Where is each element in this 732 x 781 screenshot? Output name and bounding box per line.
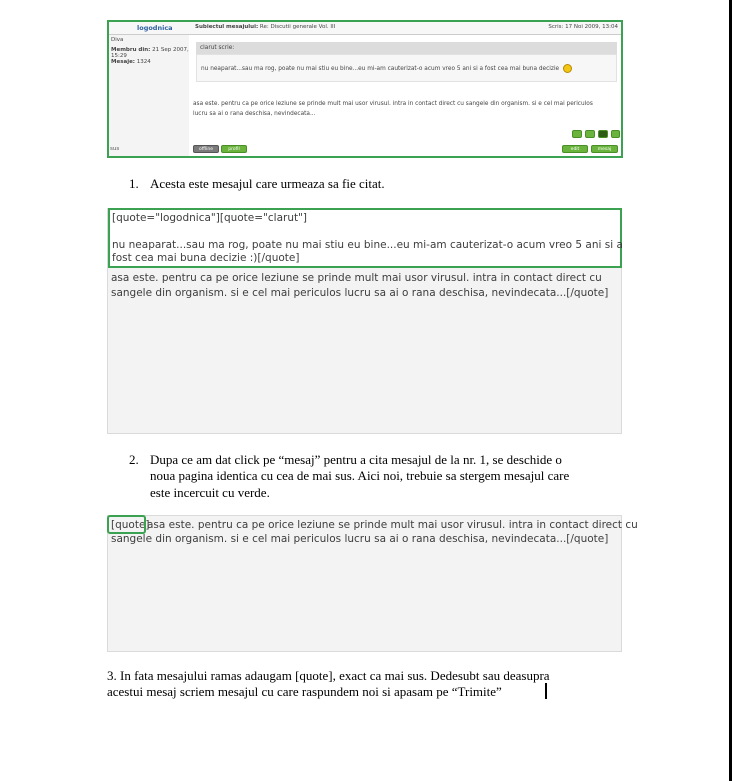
post-subject: [195, 24, 335, 30]
post-text-line: lucru sa ai o rana deschisa, nevindecata...: [193, 111, 316, 117]
quote-tag-highlight: [107, 515, 146, 534]
post-header-bar: [109, 22, 621, 35]
step-2-line-2: noua pagina identica cu cea de mai sus. Aici noi, trebuie sa stergem mesajul care: [150, 468, 570, 483]
up-arrow-icon[interactable]: [611, 130, 620, 138]
step-2-number: 2.: [129, 452, 139, 467]
subject-label: Subiectul mesajului:: [195, 24, 259, 30]
reply-message-button[interactable]: mesaj: [591, 145, 618, 153]
profile-button[interactable]: profil: [221, 145, 247, 153]
forum-post-screenshot: [107, 20, 623, 158]
quote-body: [196, 54, 617, 82]
quote-header: clarut scrie:: [196, 42, 617, 54]
editor-quote-tag: [quote]: [111, 519, 150, 531]
post-text-line: asa este. pentru ca pe orice leziune se prinde mult mai usor virusul. intra in contact direct cu sangele din organism. si e cel mai periculos: [193, 101, 593, 107]
step-3-line-2: acestui mesaj scriem mesajul cu care raspundem noi si apasam pe “Trimite”: [107, 684, 502, 699]
post-date: Scris: 17 Noi 2009, 13:04: [548, 24, 618, 30]
step-3-line-1: 3. In fata mesajului ramas adaugam [quote], exact ca mai sus. Dedesubt sau deasupra: [107, 668, 550, 683]
post-text: [193, 99, 621, 119]
step-1-number: 1.: [129, 176, 139, 191]
text-cursor: [545, 683, 547, 699]
step-2-line-3: este incercuit cu verde.: [150, 485, 270, 500]
smiley-icon: [563, 64, 572, 73]
quote-text: nu neaparat...sau ma rog, poate nu mai stiu eu bine...eu mi-am cauterizat-o acum vreo 5 ani si a fost cea mai buna decizie: [201, 66, 560, 72]
author-meta: [111, 47, 193, 65]
editor-line: nu neaparat...sau ma rog, poate nu mai stiu eu bine...eu mi-am cauterizat-o acum vreo 5 ani si a: [112, 239, 623, 251]
editor-line: fost cea mai buna decizie :)[/quote]: [112, 252, 300, 264]
info-icon[interactable]: [598, 130, 608, 138]
editor-line: sangele din organism. si e cel mai periculos lucru sa ai o rana deschisa, nevindecata...[/quote]: [111, 287, 609, 299]
edit-button[interactable]: edit: [562, 145, 588, 153]
author-rank: Diva: [111, 37, 124, 43]
subject-value: Re: Discutii generale Vol. III: [259, 24, 336, 30]
member-since-label: Membru din:: [111, 47, 151, 53]
report-icon[interactable]: [572, 130, 582, 138]
reply-editor-2[interactable]: [107, 515, 638, 652]
step-2-line-1: Dupa ce am dat click pe “mesaj” pentru a cita mesajul de la nr. 1, se deschide o: [150, 452, 562, 467]
editor-line: asa este. pentru ca pe orice leziune se prinde mult mai usor virusul. intra in contact direct cu: [111, 272, 602, 284]
posts-label: Mesaje:: [111, 59, 136, 65]
offline-button[interactable]: offline: [193, 145, 219, 153]
editor-line: [quote="logodnica"][quote="clarut"]: [112, 212, 308, 224]
warn-icon[interactable]: [585, 130, 595, 138]
member-since-value: 21 Sep 2007, 15:29: [111, 47, 189, 59]
editor-line: sangele din organism. si e cel mai periculos lucru sa ai o rana deschisa, nevindecata...[/quote]: [111, 533, 609, 545]
highlighted-quote-block: [108, 208, 622, 268]
author-name[interactable]: logodnica: [137, 24, 173, 32]
back-to-top-link[interactable]: sus: [110, 146, 120, 152]
step-1-text: Acesta este mesajul care urmeaza sa fie citat.: [150, 176, 385, 191]
posts-value: 1324: [136, 59, 151, 65]
editor-line: asa este. pentru ca pe orice leziune se prinde mult mai usor virusul. intra in contact direct cu: [147, 519, 638, 531]
